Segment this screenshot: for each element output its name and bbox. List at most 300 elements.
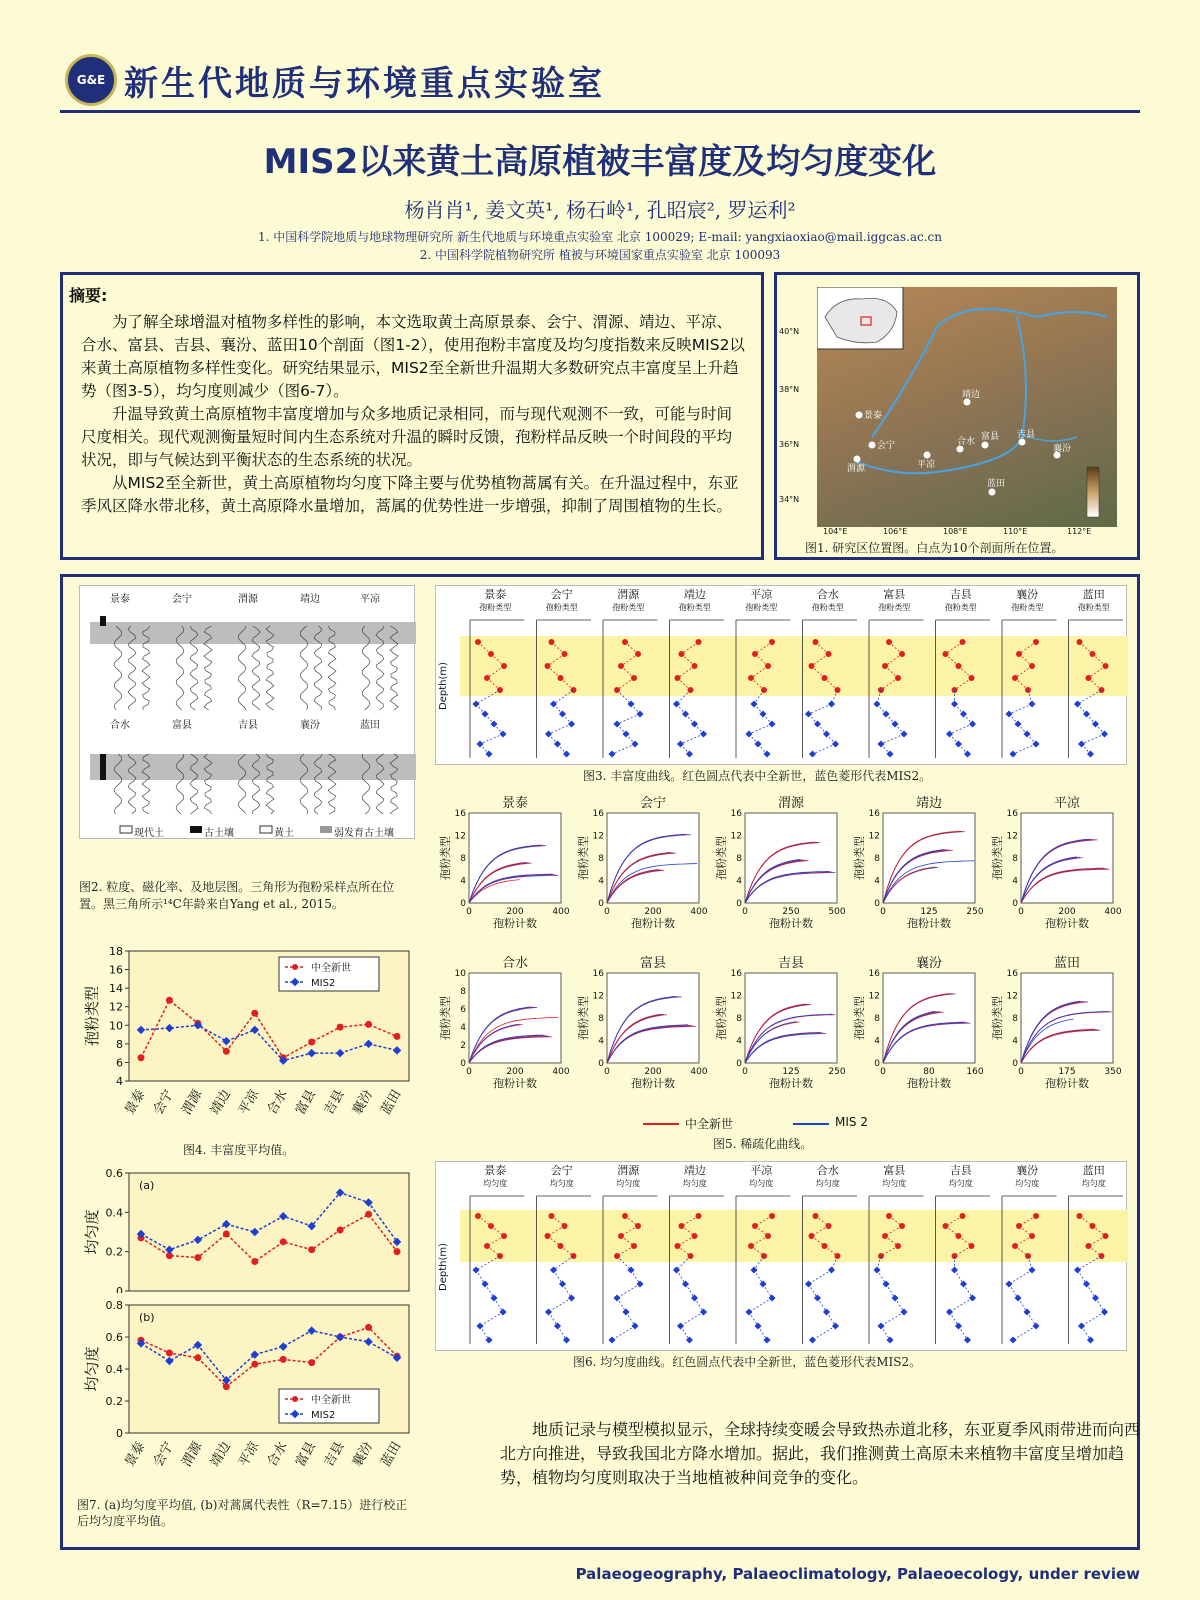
mis2-point xyxy=(763,1336,770,1343)
y-axis-label: 孢粉类型 xyxy=(853,836,866,880)
profile-link xyxy=(1009,1270,1032,1284)
header-divider xyxy=(60,110,1140,113)
mis2-point xyxy=(1009,1336,1016,1343)
rarefaction-panel-title: 平凉 xyxy=(1053,796,1081,811)
x-tick-label: 160 xyxy=(966,1067,984,1077)
x-tick-label: 富县 xyxy=(293,1439,320,1470)
site-marker-weiyuan xyxy=(854,456,861,463)
fig2-site: 合水 xyxy=(110,720,130,731)
y-tick-label: 12 xyxy=(592,991,604,1002)
fig2-legend-label: 古土壤 xyxy=(204,828,234,839)
mis2-point xyxy=(1009,750,1016,757)
map-label: 蓝田 xyxy=(987,479,1006,489)
y-tick-label: 0 xyxy=(736,1059,742,1069)
data-point xyxy=(308,1359,315,1366)
x-tick-label: 400 xyxy=(690,907,708,917)
x-tick-label: 平凉 xyxy=(236,1439,263,1470)
y-axis-label: 孢粉类型 xyxy=(853,996,866,1040)
profile-site-label: 合水 xyxy=(816,1164,839,1177)
y-tick-label: 6 xyxy=(460,1005,466,1015)
y-tick-label: 8 xyxy=(116,1037,123,1051)
profile-site-label: 渭源 xyxy=(617,588,640,601)
legend-label-mis2: MIS 2 xyxy=(835,1115,868,1129)
x-tick-label: 0 xyxy=(604,1067,610,1077)
rarefaction-axes xyxy=(883,813,975,903)
profile-xlabel: 孢粉类型 xyxy=(878,603,911,612)
mis2-point xyxy=(809,1336,816,1343)
profile-link xyxy=(549,724,572,734)
profile-xlabel: 孢粉类型 xyxy=(612,603,645,612)
data-point xyxy=(251,1361,258,1368)
y-tick-label: 0 xyxy=(598,899,604,909)
x-tick-label: 景泰 xyxy=(122,1087,149,1118)
data-point xyxy=(166,1350,173,1357)
y-tick-label: 8 xyxy=(460,987,466,997)
y-axis-label: 孢粉类型 xyxy=(439,996,452,1040)
fig1-caption: 图1. 研究区位置图。白点为10个剖面所在位置。 xyxy=(805,541,1064,555)
profile-xlabel: 孢粉类型 xyxy=(1011,603,1044,612)
y-tick-label: 4 xyxy=(874,1036,880,1047)
x-tick-label: 蓝田 xyxy=(378,1439,405,1470)
map-label: 渭源 xyxy=(847,464,866,474)
y-tick-label: 8 xyxy=(598,854,604,864)
x-tick-label: 125 xyxy=(920,907,938,917)
x-tick-label: 0 xyxy=(880,1067,886,1077)
data-point xyxy=(251,1010,258,1017)
legend-marker xyxy=(292,1396,298,1402)
x-tick-label: 400 xyxy=(552,907,570,917)
lat-label: 40°N xyxy=(779,327,800,336)
x-tick-label: 0 xyxy=(466,1067,472,1077)
x-axis-label: 孢粉计数 xyxy=(907,917,951,930)
rarefaction-panel-title: 蓝田 xyxy=(1053,956,1081,971)
mis2-point xyxy=(964,1336,971,1343)
data-point xyxy=(365,1324,372,1331)
site-marker-fuxian xyxy=(982,442,989,449)
profile-site-label: 平凉 xyxy=(750,588,773,601)
profile-site-label: 会宁 xyxy=(550,588,573,601)
lat-label: 38°N xyxy=(779,385,800,394)
x-tick-label: 靖边 xyxy=(207,1087,234,1118)
fig3-caption: 图3. 丰富度曲线。红色圆点代表中全新世，蓝色菱形代表MIS2。 xyxy=(583,769,932,783)
mis2-point xyxy=(563,1336,570,1343)
y-tick-label: 0.2 xyxy=(105,1245,123,1259)
y-tick-label: 8 xyxy=(736,1014,742,1024)
profile-link xyxy=(1013,1326,1036,1340)
legend-marker xyxy=(292,964,298,970)
profile-site-label: 富县 xyxy=(883,588,906,601)
y-tick-label: 4 xyxy=(460,1023,466,1033)
y-tick-label: 12 xyxy=(730,991,742,1002)
x-tick-label: 靖边 xyxy=(207,1439,234,1470)
yellow-river xyxy=(872,309,1107,437)
x-tick-label: 合水 xyxy=(264,1087,291,1118)
fig6-evenness xyxy=(435,1161,1127,1351)
profile-site-label: 渭源 xyxy=(617,1164,640,1177)
lon-label: 106°E xyxy=(883,527,908,536)
x-axis-label: 孢粉计数 xyxy=(493,1077,537,1090)
rarefaction-axes xyxy=(607,973,699,1063)
mis2-point xyxy=(485,1336,492,1343)
x-tick-label: 250 xyxy=(966,907,984,917)
x-tick-label: 250 xyxy=(828,1067,846,1077)
profile-site-label: 富县 xyxy=(883,1164,906,1177)
y-axis-label: Depth(m) xyxy=(438,1242,449,1292)
map-box xyxy=(774,272,1140,560)
data-point xyxy=(138,1054,145,1061)
data-point xyxy=(251,1258,258,1265)
strat-black xyxy=(100,754,106,780)
y-tick-label: 4 xyxy=(460,876,466,887)
legend-label: MIS2 xyxy=(311,978,336,989)
data-point xyxy=(394,1033,401,1040)
y-tick-label: 12 xyxy=(1006,991,1018,1002)
x-axis-label: 孢粉计数 xyxy=(907,1077,951,1090)
x-tick-label: 400 xyxy=(1104,907,1122,917)
y-tick-label: 0 xyxy=(460,1059,466,1069)
y-tick-label: 0.6 xyxy=(105,1167,123,1180)
mis2-point xyxy=(686,1336,693,1343)
y-tick-label: 0.4 xyxy=(105,1363,123,1376)
x-tick-label: 蓝田 xyxy=(378,1087,405,1118)
y-tick-label: 12 xyxy=(868,991,880,1002)
header xyxy=(60,52,1140,112)
y-tick-label: 0.2 xyxy=(105,1395,123,1408)
profile-link xyxy=(1009,704,1032,714)
rarefaction-panel-title: 富县 xyxy=(639,956,667,971)
profile-site-label: 吉县 xyxy=(949,1164,972,1177)
lat-label: 36°N xyxy=(779,440,800,449)
line-chart xyxy=(71,1165,419,1293)
profile-xlabel: 孢粉类型 xyxy=(811,603,844,612)
x-axis-label: 孢粉计数 xyxy=(1045,917,1089,930)
poster-title: MIS2以来黄土高原植被丰富度及均匀度变化 xyxy=(263,142,937,182)
y-tick-label: 14 xyxy=(109,982,123,996)
profile-site-label: 襄汾 xyxy=(1016,1164,1039,1177)
x-tick-label: 200 xyxy=(1058,907,1076,917)
y-axis-label: 孢粉类型 xyxy=(577,836,590,880)
fig2-legend-label: 弱发育古土壤 xyxy=(334,828,394,839)
profile-link xyxy=(612,1326,635,1340)
fig4-caption: 图4. 丰富度平均值。 xyxy=(183,1143,295,1157)
fig2-site: 景泰 xyxy=(110,594,130,605)
y-axis-label: 孢粉类型 xyxy=(991,836,1004,880)
fig2-legend-label: 现代土 xyxy=(134,828,164,839)
paleosol-band xyxy=(90,622,416,644)
fig7b-panel xyxy=(71,1297,419,1497)
x-tick-label: 平凉 xyxy=(236,1087,263,1118)
x-tick-label: 会宁 xyxy=(150,1087,177,1118)
x-tick-label: 襄汾 xyxy=(350,1087,377,1118)
profile-xlabel: 孢粉类型 xyxy=(678,603,711,612)
y-tick-label: 6 xyxy=(116,1056,123,1070)
profile-site-label: 靖边 xyxy=(683,1164,706,1177)
fig2-site: 平凉 xyxy=(360,594,380,605)
profile-xlabel: 均匀度 xyxy=(749,1179,774,1188)
map-label: 景泰 xyxy=(864,411,883,421)
rarefaction-axes xyxy=(1021,813,1113,903)
profile-link xyxy=(480,1312,503,1326)
mis2-point xyxy=(1087,1336,1094,1343)
site-marker-huining xyxy=(869,442,876,449)
x-tick-label: 会宁 xyxy=(150,1439,177,1470)
data-point xyxy=(223,1048,230,1055)
rarefaction-panel-title: 合水 xyxy=(501,956,529,971)
fig3-graphics xyxy=(436,586,1128,766)
profile-site-label: 合水 xyxy=(816,588,839,601)
profile-link xyxy=(881,1312,904,1326)
mis2-point xyxy=(886,1336,893,1343)
y-tick-label: 12 xyxy=(454,831,466,842)
x-tick-label: 0 xyxy=(742,907,748,917)
lon-label: 104°E xyxy=(823,527,848,536)
panel-label: (a) xyxy=(139,1179,155,1192)
profile-site-label: 靖边 xyxy=(683,588,706,601)
x-tick-label: 200 xyxy=(644,907,662,917)
profile-link xyxy=(881,734,904,744)
lon-label: 112°E xyxy=(1067,527,1092,536)
y-tick-label: 0 xyxy=(460,899,466,909)
authors: 杨肖肖¹, 姜文英¹, 杨石岭¹, 孔昭宸², 罗运利² xyxy=(404,198,796,222)
legend-label: 中全新世 xyxy=(311,963,351,974)
profile-xlabel: 均匀度 xyxy=(882,1179,907,1188)
x-tick-label: 景泰 xyxy=(122,1439,149,1470)
rarefaction-axes xyxy=(607,813,699,903)
abstract-paragraph-2: 升温导致黄土高原植物丰富度增加与众多地质记录相同，而与现代观测不一致，可能与时间尺度相关。现代观测衡量短时间内生态系统对升温的瞬时反馈，孢粉样品反映一个时间段的平均状况，即与气候达到平衡状态的生态系统的状况。 xyxy=(81,405,733,469)
rarefaction-axes xyxy=(745,813,837,903)
map-label: 会宁 xyxy=(877,441,896,451)
x-tick-label: 500 xyxy=(828,907,846,917)
profile-xlabel: 孢粉类型 xyxy=(944,603,977,612)
x-tick-label: 175 xyxy=(1058,1067,1076,1077)
x-axis-label: 孢粉计数 xyxy=(631,1077,675,1090)
rarefaction-panel-title: 吉县 xyxy=(777,956,805,971)
site-marker-pingliang xyxy=(924,452,931,459)
map-label: 靖边 xyxy=(962,390,981,400)
y-tick-label: 4 xyxy=(598,1036,604,1047)
fig2-site: 富县 xyxy=(172,720,192,731)
profile-xlabel: 孢粉类型 xyxy=(1077,603,1110,612)
data-point xyxy=(280,1356,287,1363)
y-tick-label: 16 xyxy=(1006,969,1018,979)
profile-link xyxy=(617,1284,640,1298)
y-tick-label: 4 xyxy=(874,876,880,887)
data-point xyxy=(365,1021,372,1028)
elevation-legend xyxy=(1087,467,1099,517)
y-tick-label: 8 xyxy=(1012,1014,1018,1024)
fig5-graphics xyxy=(435,791,1127,1111)
lon-label: 108°E xyxy=(943,527,968,536)
study-area-map xyxy=(817,287,1117,527)
y-tick-label: 16 xyxy=(730,809,742,819)
fig7-caption: 图7. (a)均匀度平均值, (b)对蒿属代表性（R=7.15）进行校正后均匀度平均值。 xyxy=(77,1498,408,1528)
x-tick-label: 0 xyxy=(1018,1067,1024,1077)
legend-line-mis2 xyxy=(793,1123,829,1125)
y-tick-label: 16 xyxy=(454,809,466,819)
profile-site-label: 景泰 xyxy=(484,588,507,601)
profile-site-label: 蓝田 xyxy=(1082,1164,1105,1177)
y-tick-label: 0.4 xyxy=(105,1206,123,1220)
x-tick-label: 250 xyxy=(782,907,800,917)
fig6-caption: 图6. 均匀度曲线。红色圆点代表中全新世，蓝色菱形代表MIS2。 xyxy=(573,1355,922,1369)
fig2-caption: 图2. 粒度、磁化率、及地层图。三角形为孢粉采样点所在位置。黑三角所示¹⁴C年龄来自Yang et al., 2015。 xyxy=(79,880,395,911)
legend-label: MIS2 xyxy=(311,1410,336,1421)
y-tick-label: 12 xyxy=(1006,831,1018,842)
site-marker-lantian xyxy=(989,489,996,496)
profile-link xyxy=(1013,744,1036,754)
y-tick-label: 16 xyxy=(109,963,123,977)
map-label: 富县 xyxy=(981,432,1000,442)
y-tick-label: 8 xyxy=(736,854,742,864)
holocene-band xyxy=(460,636,1128,696)
panel-label: (b) xyxy=(139,1311,155,1324)
data-point xyxy=(166,997,173,1004)
profile-link xyxy=(809,1270,832,1284)
x-tick-label: 350 xyxy=(1104,1067,1122,1077)
y-tick-label: 0 xyxy=(598,1059,604,1069)
y-axis-label: 孢粉类型 xyxy=(439,836,452,880)
y-tick-label: 18 xyxy=(109,945,123,958)
data-point xyxy=(365,1211,372,1218)
fig5-caption: 图5. 稀疏化曲线。 xyxy=(713,1137,813,1151)
profile-link xyxy=(749,1298,772,1312)
data-point xyxy=(280,1238,287,1245)
abstract-paragraph-1: 为了解全球增温对植物多样性的影响，本文选取黄土高原景泰、会宁、渭源、靖边、平凉、合水、富县、吉县、襄汾、蓝田10个剖面（图1-2），使用孢粉丰富度及均匀度指数来反映MIS2以来黄土高原植物多样性变化。研究结果显示，MIS2至全新世升温期大多数研究点丰富度呈上升趋势（图3-5），均匀度则减少（图6-7）。 xyxy=(81,313,745,400)
fig2-site: 靖边 xyxy=(300,594,320,605)
fig2-site: 吉县 xyxy=(238,720,258,731)
fig2-site: 渭源 xyxy=(238,594,258,605)
fig7a-panel xyxy=(71,1165,419,1293)
mis2-point xyxy=(608,1336,615,1343)
profile-site-label: 襄汾 xyxy=(1016,588,1039,601)
profile-link xyxy=(950,1298,973,1312)
x-tick-label: 0 xyxy=(604,907,610,917)
profile-xlabel: 孢粉类型 xyxy=(745,603,778,612)
journal-footer: Palaeogeography, Palaeoclimatology, Palaeoecology, under review xyxy=(575,1565,1140,1583)
y-axis-label: 孢粉类型 xyxy=(83,985,101,1047)
y-tick-label: 8 xyxy=(874,1014,880,1024)
legend-swatch xyxy=(320,826,332,833)
mis2-point xyxy=(809,750,816,757)
legend-swatch xyxy=(190,826,202,833)
y-axis-label: 孢粉类型 xyxy=(991,996,1004,1040)
abstract-paragraph-3: 从MIS2至全新世，黄土高原植物均匀度下降主要与优势植物蒿属有关。在升温过程中，东亚季风区降水带北移，黄土高原降水量增加，蒿属的优势性进一步增强，抑制了周围植物的生长。 xyxy=(81,474,739,515)
profile-site-label: 平凉 xyxy=(750,1164,773,1177)
y-tick-label: 0 xyxy=(736,899,742,909)
x-tick-label: 0 xyxy=(466,907,472,917)
profile-xlabel: 均匀度 xyxy=(682,1179,707,1188)
y-tick-label: 0 xyxy=(116,1285,123,1293)
profile-xlabel: 均匀度 xyxy=(549,1179,574,1188)
lab-logo: G&E xyxy=(65,54,117,106)
y-tick-label: 8 xyxy=(460,854,466,864)
y-tick-label: 4 xyxy=(116,1075,123,1088)
data-point xyxy=(394,1248,401,1255)
fig2-site: 蓝田 xyxy=(360,720,380,731)
line-chart xyxy=(71,1297,419,1497)
abstract-heading: 摘要: xyxy=(69,286,108,305)
y-tick-label: 12 xyxy=(868,831,880,842)
x-axis-label: 孢粉计数 xyxy=(1045,1077,1089,1090)
y-tick-label: 4 xyxy=(736,876,742,887)
x-tick-label: 400 xyxy=(552,1067,570,1077)
map-label: 平凉 xyxy=(917,460,936,470)
fig2-site: 会宁 xyxy=(172,594,192,605)
strat-black xyxy=(100,616,106,626)
y-tick-label: 16 xyxy=(868,969,880,979)
map-graphics xyxy=(817,287,1117,527)
x-tick-label: 400 xyxy=(690,1067,708,1077)
y-tick-label: 16 xyxy=(592,969,604,979)
y-tick-label: 10 xyxy=(454,969,466,979)
x-axis-label: 孢粉计数 xyxy=(769,917,813,930)
fig5-legend xyxy=(643,1115,943,1131)
y-tick-label: 8 xyxy=(874,854,880,864)
rarefaction-axes xyxy=(883,973,975,1063)
y-tick-label: 12 xyxy=(592,831,604,842)
y-tick-label: 0 xyxy=(1012,1059,1018,1069)
results-box xyxy=(60,574,1140,1550)
x-axis-label: 孢粉计数 xyxy=(769,1077,813,1090)
y-tick-label: 8 xyxy=(598,1014,604,1024)
x-axis-label: 孢粉计数 xyxy=(493,917,537,930)
profile-link xyxy=(749,724,772,734)
y-tick-label: 0 xyxy=(1012,899,1018,909)
line-chart xyxy=(71,943,419,1143)
y-tick-label: 16 xyxy=(592,809,604,819)
abstract-box xyxy=(60,272,764,560)
data-point xyxy=(194,1254,201,1261)
data-point xyxy=(308,1039,315,1046)
map-label: 襄汾 xyxy=(1053,444,1072,454)
y-tick-label: 12 xyxy=(730,831,742,842)
data-point xyxy=(223,1230,230,1237)
profile-xlabel: 均匀度 xyxy=(483,1179,508,1188)
fig3-richness xyxy=(435,585,1127,765)
x-tick-label: 吉县 xyxy=(321,1087,348,1118)
lab-name: 新生代地质与环境重点实验室 xyxy=(124,64,605,104)
x-tick-label: 合水 xyxy=(264,1439,291,1470)
y-tick-label: 8 xyxy=(1012,854,1018,864)
x-tick-label: 200 xyxy=(506,1067,524,1077)
data-point xyxy=(337,1227,344,1234)
rarefaction-axes xyxy=(1021,973,1113,1063)
x-tick-label: 吉县 xyxy=(321,1439,348,1470)
profile-site-label: 景泰 xyxy=(484,1164,507,1177)
y-axis-label: 均匀度 xyxy=(83,1346,101,1392)
rarefaction-panel-title: 渭源 xyxy=(777,796,805,811)
profile-xlabel: 孢粉类型 xyxy=(545,603,578,612)
profile-link xyxy=(809,704,832,714)
y-axis-label: Depth(m) xyxy=(438,661,449,711)
legend-label-holocene: 中全新世 xyxy=(685,1117,734,1131)
x-tick-label: 200 xyxy=(644,1067,662,1077)
lat-label: 34°N xyxy=(779,495,800,504)
profile-link xyxy=(612,744,635,754)
site-labels xyxy=(847,388,1071,489)
legend-swatch xyxy=(120,826,132,833)
y-tick-label: 0 xyxy=(874,1059,880,1069)
profile-link xyxy=(813,1326,836,1340)
rarefaction-panel-title: 会宁 xyxy=(639,796,667,811)
rarefaction-panel-title: 靖边 xyxy=(915,796,943,811)
map-label: 合水 xyxy=(957,437,976,447)
site-marker-jingtai xyxy=(856,412,863,419)
y-tick-label: 0 xyxy=(116,1427,123,1440)
y-tick-label: 16 xyxy=(730,969,742,979)
map-label: 吉县 xyxy=(1017,430,1036,440)
y-tick-label: 10 xyxy=(109,1019,123,1033)
